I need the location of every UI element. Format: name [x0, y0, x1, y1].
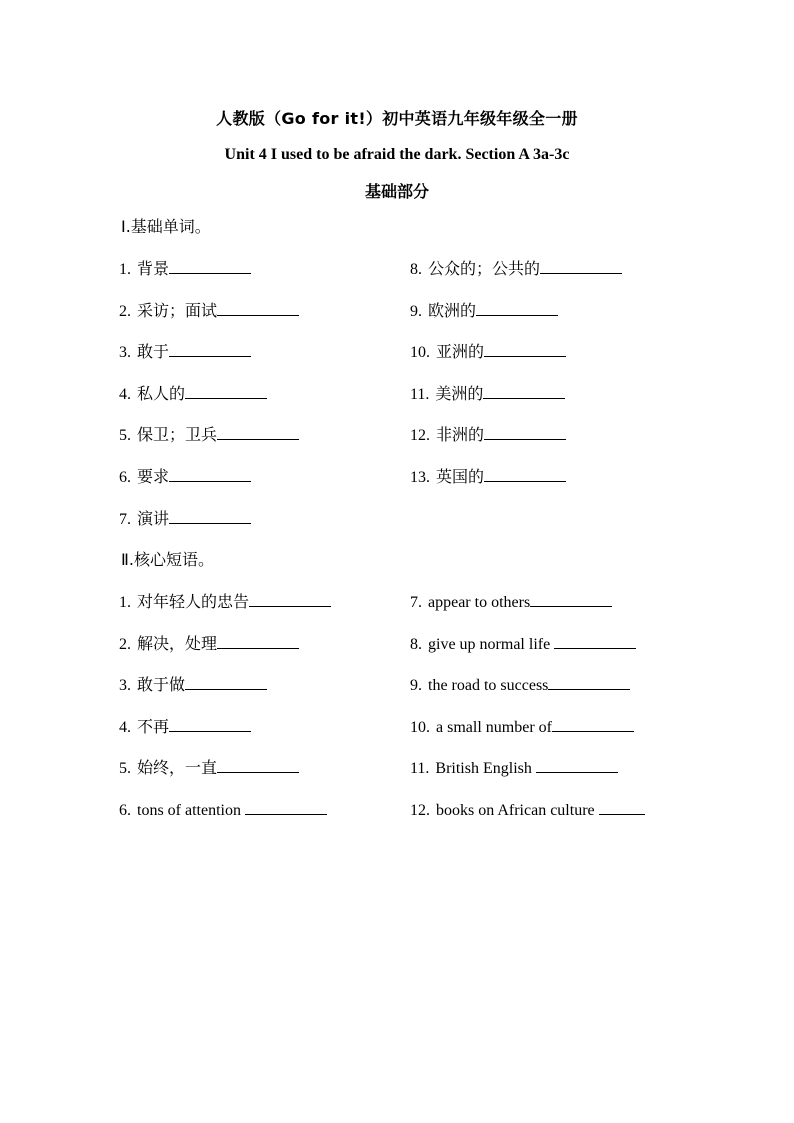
- item-number: 9.: [410, 303, 422, 320]
- document-title: 人教版（Go for it!）初中英语九年级年级全一册: [216, 109, 578, 128]
- item-prompt: the road to success: [428, 677, 549, 694]
- item-number: 7.: [410, 594, 422, 611]
- item-prompt: 对年轻人的忠告: [137, 594, 250, 611]
- section-1-heading: Ⅰ.基础单词。: [121, 217, 211, 236]
- answer-blank[interactable]: [185, 673, 267, 690]
- vocab-item: [410, 257, 622, 281]
- vocab-item: [119, 257, 251, 281]
- item-number: 8.: [410, 636, 422, 653]
- item-number: 5.: [119, 427, 131, 444]
- item-number: 10.: [410, 344, 430, 361]
- answer-blank[interactable]: [169, 507, 251, 524]
- item-prompt: British English: [435, 760, 536, 777]
- item-prompt: 敢于做: [137, 677, 186, 694]
- vocab-item: [119, 423, 299, 447]
- item-number: 9.: [410, 677, 422, 694]
- phrase-item: [410, 798, 645, 822]
- phrase-item: [119, 798, 327, 822]
- vocab-item: [410, 340, 566, 364]
- answer-blank[interactable]: [169, 257, 251, 274]
- item-prompt: 欧洲的: [428, 303, 477, 320]
- item-prompt: 非洲的: [436, 427, 485, 444]
- item-prompt: 美洲的: [435, 386, 484, 403]
- answer-blank[interactable]: [540, 257, 622, 274]
- item-number: 6.: [119, 469, 131, 486]
- vocab-item: [119, 382, 267, 406]
- answer-blank[interactable]: [483, 382, 565, 399]
- item-number: 3.: [119, 677, 131, 694]
- phrase-item: [119, 632, 299, 656]
- vocab-item: [410, 423, 566, 447]
- item-prompt: 解决，处理: [137, 636, 218, 653]
- answer-blank[interactable]: [476, 299, 558, 316]
- item-prompt: 保卫；卫兵: [137, 427, 218, 444]
- item-number: 2.: [119, 636, 131, 653]
- phrase-item: [410, 673, 630, 697]
- item-number: 12.: [410, 802, 430, 819]
- item-prompt: books on African culture: [436, 802, 599, 819]
- answer-blank[interactable]: [169, 465, 251, 482]
- item-prompt: give up normal life: [428, 636, 555, 653]
- vocab-item: [410, 382, 565, 406]
- answer-blank[interactable]: [217, 632, 299, 649]
- item-number: 13.: [410, 469, 430, 486]
- item-prompt: appear to others: [428, 594, 531, 611]
- item-number: 11.: [410, 386, 430, 403]
- item-number: 10.: [410, 719, 430, 736]
- phrase-item: [410, 590, 612, 614]
- item-number: 12.: [410, 427, 430, 444]
- phrase-item: [119, 756, 299, 780]
- phrase-item: [119, 715, 251, 739]
- answer-blank[interactable]: [245, 798, 327, 815]
- vocab-item: [119, 299, 299, 323]
- item-number: 5.: [119, 760, 131, 777]
- answer-blank[interactable]: [536, 756, 618, 773]
- item-prompt: 要求: [137, 469, 170, 486]
- answer-blank[interactable]: [548, 673, 630, 690]
- phrase-item: [119, 590, 331, 614]
- item-prompt: 英国的: [436, 469, 485, 486]
- vocab-item: [119, 507, 251, 531]
- item-prompt: 敢于: [137, 344, 170, 361]
- vocab-item: [119, 340, 251, 364]
- answer-blank[interactable]: [249, 590, 331, 607]
- unit-title: Unit 4 I used to be afraid the dark. Section A 3a-3c: [224, 146, 570, 163]
- answer-blank[interactable]: [484, 340, 566, 357]
- item-prompt: a small number of: [436, 719, 552, 736]
- item-prompt: tons of attention: [137, 802, 245, 819]
- item-prompt: 亚洲的: [436, 344, 485, 361]
- item-number: 4.: [119, 719, 131, 736]
- item-number: 4.: [119, 386, 131, 403]
- answer-blank[interactable]: [530, 590, 612, 607]
- vocab-item: [119, 465, 251, 489]
- answer-blank[interactable]: [484, 423, 566, 440]
- phrase-item: [119, 673, 267, 697]
- vocab-item: [410, 299, 558, 323]
- item-number: 1.: [119, 261, 131, 278]
- item-number: 7.: [119, 511, 131, 528]
- answer-blank[interactable]: [599, 798, 645, 815]
- item-prompt: 始终，一直: [137, 760, 218, 777]
- section-2-heading: Ⅱ.核心短语。: [121, 550, 214, 569]
- item-number: 8.: [410, 261, 422, 278]
- answer-blank[interactable]: [185, 382, 267, 399]
- answer-blank[interactable]: [217, 756, 299, 773]
- item-prompt: 背景: [137, 261, 170, 278]
- answer-blank[interactable]: [217, 423, 299, 440]
- phrase-item: [410, 756, 618, 780]
- answer-blank[interactable]: [217, 299, 299, 316]
- item-number: 6.: [119, 802, 131, 819]
- item-number: 3.: [119, 344, 131, 361]
- phrase-item: [410, 632, 636, 656]
- answer-blank[interactable]: [552, 715, 634, 732]
- item-number: 2.: [119, 303, 131, 320]
- answer-blank[interactable]: [169, 340, 251, 357]
- phrase-item: [410, 715, 634, 739]
- answer-blank[interactable]: [484, 465, 566, 482]
- item-prompt: 不再: [137, 719, 170, 736]
- section-subtitle: 基础部分: [364, 182, 429, 201]
- answer-blank[interactable]: [554, 632, 636, 649]
- item-prompt: 公众的；公共的: [428, 261, 541, 278]
- item-number: 11.: [410, 760, 430, 777]
- vocab-item: [410, 465, 566, 489]
- item-prompt: 采访；面试: [137, 303, 218, 320]
- item-number: 1.: [119, 594, 131, 611]
- item-prompt: 演讲: [137, 511, 170, 528]
- answer-blank[interactable]: [169, 715, 251, 732]
- item-prompt: 私人的: [137, 386, 186, 403]
